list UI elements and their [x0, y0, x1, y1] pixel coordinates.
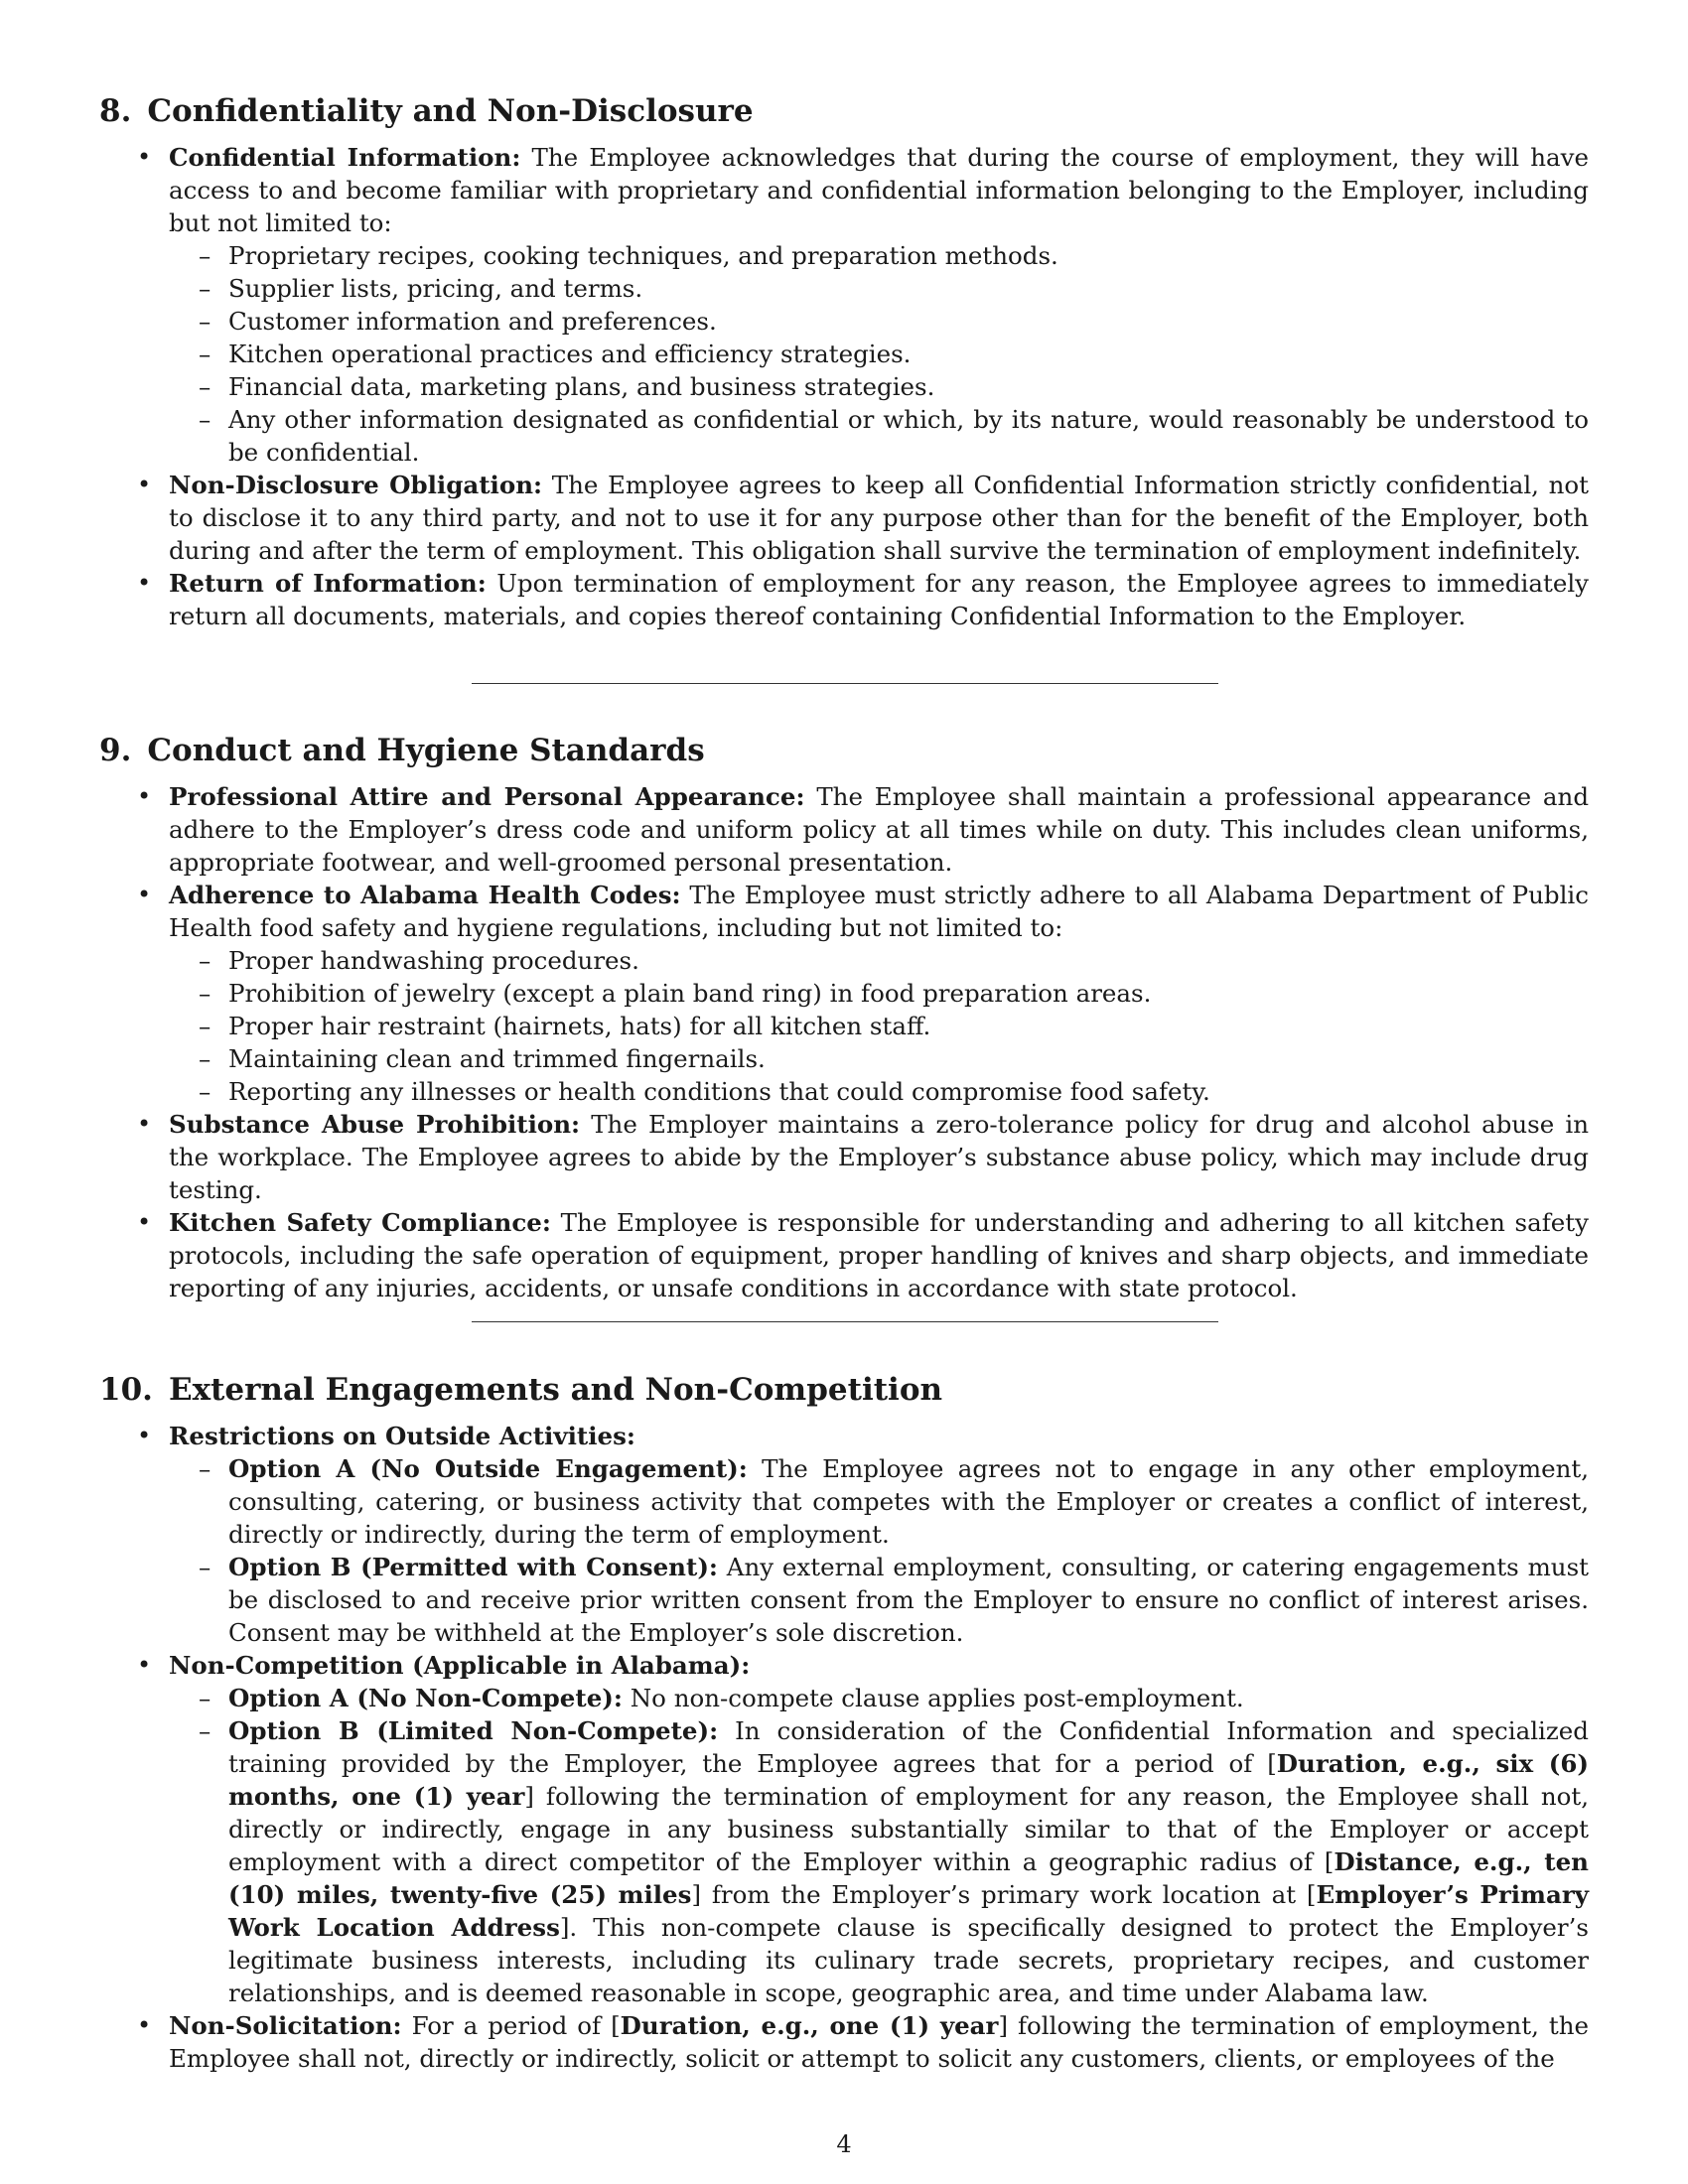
sub-item: – Prohibition of jewelry (except a plain band ring) in food preparation areas.	[169, 977, 1589, 1010]
horizontal-divider	[472, 1321, 1218, 1322]
sub-list	[169, 239, 1589, 469]
item-label: Non-Solicitation:	[169, 2011, 402, 2040]
horizontal-divider	[472, 683, 1218, 684]
sub-list	[169, 944, 1589, 1108]
item-label: Non-Disclosure Obligation:	[169, 471, 543, 499]
item-text: Upon termination of employment for any reason, the Employee agrees to immediately return all documents, materials, and copies thereof containing Confidential Information to the Employer.	[169, 569, 1589, 630]
fill-in-blank: Duration, e.g., one (1) year	[620, 2011, 999, 2040]
list-item	[99, 2009, 1589, 2075]
section-number: 10.	[99, 1372, 153, 1408]
bullet-list	[99, 1420, 1589, 2075]
item-label: Confidential Information:	[169, 143, 521, 172]
list-item	[99, 879, 1589, 1108]
item-label: Adherence to Alabama Health Codes:	[169, 881, 681, 909]
list-item	[99, 1649, 1589, 2009]
item-label: Non-Competition (Applicable in Alabama):	[169, 1651, 751, 1680]
page-number: 4	[836, 2130, 852, 2158]
item-text: The Employee agrees to keep all Confidential Information strictly confidential, not to disclose it to any third party, and not to use it for any purpose other than for the benefit of the Employer, both during and after the term of employment. This obligation shall survive the termination of employment indefinitely.	[169, 471, 1589, 565]
item-text: The Employee must strictly adhere to all Alabama Department of Public Health food safety and hygiene regulations, including but not limited to:	[169, 881, 1589, 942]
option-item	[169, 1682, 1589, 1714]
item-label: Substance Abuse Prohibition:	[169, 1110, 581, 1139]
option-text: Any external employment, consulting, or catering engagements must be disclosed to and receive prior written consent from the Employer to ensure no conflict of interest arises. Consent may be withheld at the Employer’s sole discretion.	[228, 1553, 1590, 1647]
item-text: The Employee shall maintain a professional appearance and adhere to the Employer’s dress code and uniform policy at all times while on duty. This includes clean uniforms, appropriate footwear, and well-groomed personal presentation.	[169, 782, 1590, 877]
option-label: Option B (Limited Non-Compete):	[228, 1716, 719, 1745]
sub-item: – Proper hair restraint (hairnets, hats) for all kitchen staff.	[169, 1010, 1589, 1042]
item-text: The Employee acknowledges that during the course of employment, they will have access to and become familiar with proprietary and confidential information belonging to the Employer, including but not limited to:	[169, 143, 1589, 237]
sub-item: – Maintaining clean and trimmed fingernails.	[169, 1042, 1589, 1075]
list-item	[99, 469, 1589, 567]
option-list	[169, 1452, 1589, 1649]
sub-item: – Reporting any illnesses or health conditions that could compromise food safety.	[169, 1075, 1589, 1108]
list-item	[99, 780, 1589, 879]
section-number: 9.	[99, 733, 132, 768]
option-list	[169, 1682, 1589, 2009]
item-text: The Employer maintains a zero-tolerance policy for drug and alcohol abuse in the workplace. The Employee agrees to abide by the Employer’s substance abuse policy, which may include drug testing.	[169, 1110, 1589, 1204]
fill-in-blank: Duration, e.g., six (6) months, one (1) year	[228, 1749, 1589, 1811]
option-text: The Employee agrees not to engage in any other employment, consulting, catering, or business activity that competes with the Employer or creates a conflict of interest, directly or indirectly, during the term of employment.	[228, 1454, 1590, 1549]
option-text: No non-compete clause applies post-employment.	[630, 1684, 1244, 1712]
sub-item: – Any other information designated as confidential or which, by its nature, would reasonably be understood to be confidential.	[169, 403, 1589, 469]
list-item	[99, 141, 1589, 469]
option-item	[169, 1714, 1589, 2009]
sub-item: – Proper handwashing procedures.	[169, 944, 1589, 977]
option-label: Option B (Permitted with Consent):	[228, 1553, 718, 1581]
option-item	[169, 1452, 1589, 1551]
list-item	[99, 567, 1589, 632]
section-9	[99, 731, 1589, 1304]
bullet-list	[99, 141, 1589, 632]
section-heading	[99, 1370, 1589, 1410]
sub-item: – Proprietary recipes, cooking techniques, and preparation methods.	[169, 239, 1589, 272]
section-8	[99, 91, 1589, 632]
item-label: Kitchen Safety Compliance:	[169, 1208, 551, 1237]
list-item	[99, 1420, 1589, 1649]
item-label: Return of Information:	[169, 569, 487, 598]
sub-item: – Supplier lists, pricing, and terms.	[169, 272, 1589, 305]
option-text: In consideration of the Confidential Information and specialized training provided by the Employer, the Employee agrees that for a period of [	[228, 1716, 1589, 1778]
option-label: Option A (No Outside Engagement):	[228, 1454, 748, 1483]
option-text: ] following the termination of employment for any reason, the Employee shall not, directly or indirectly, engage in any business substantially similar to that of the Employer or accept employment with a direct competitor of the Employer within a geographic radius of [	[228, 1782, 1589, 1876]
item-label: Professional Attire and Personal Appearance:	[169, 782, 805, 811]
section-title: Conduct and Hygiene Standards	[147, 733, 705, 768]
option-text: ] from the Employer’s primary work location at [	[691, 1880, 1317, 1909]
fill-in-blank: Distance, e.g., ten (10) miles, twenty-five (25) miles	[228, 1847, 1589, 1909]
bullet-list	[99, 780, 1589, 1304]
item-label: Restrictions on Outside Activities:	[169, 1422, 635, 1450]
section-number: 8.	[99, 93, 132, 129]
item-text: ] following the termination of employment, the Employee shall not, directly or indirectly, solicit or attempt to solicit any customers, clients, or employees of the	[169, 2011, 1589, 2073]
section-heading	[99, 91, 1589, 131]
sub-item: – Kitchen operational practices and efficiency strategies.	[169, 338, 1589, 370]
item-text: For a period of [	[411, 2011, 621, 2040]
item-text: The Employee is responsible for understanding and adhering to all kitchen safety protocols, including the safe operation of equipment, proper handling of knives and sharp objects, and immediate reporting of any injuries, accidents, or unsafe conditions in accordance with state protocol.	[169, 1208, 1589, 1302]
section-10	[99, 1370, 1589, 2075]
list-item	[99, 1108, 1589, 1206]
section-title: Confidentiality and Non-Disclosure	[147, 93, 754, 129]
option-text: ]. This non-compete clause is specifically designed to protect the Employer’s legitimate business interests, including its culinary trade secrets, proprietary recipes, and customer relationships, and is deemed reasonable in scope, geographic area, and time under Alabama law.	[228, 1913, 1589, 2007]
sub-item: – Customer information and preferences.	[169, 305, 1589, 338]
list-item	[99, 1206, 1589, 1304]
sub-item: – Financial data, marketing plans, and business strategies.	[169, 370, 1589, 403]
fill-in-blank: Employer’s Primary Work Location Address	[228, 1880, 1589, 1942]
option-label: Option A (No Non-Compete):	[228, 1684, 623, 1712]
section-title: External Engagements and Non-Competition	[168, 1372, 943, 1408]
section-heading	[99, 731, 1589, 770]
option-item	[169, 1551, 1589, 1649]
